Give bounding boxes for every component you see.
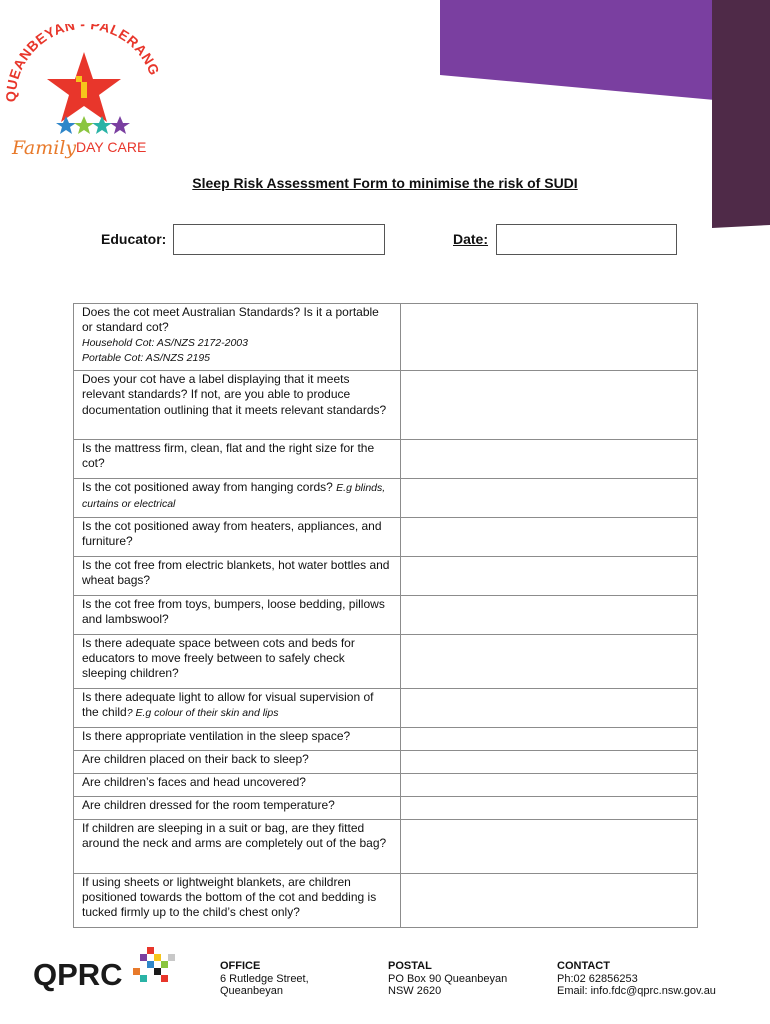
question-text: If children are sleeping in a suit or bag, are they fitted around the neck and arms are completely out of the bag? [82, 820, 387, 851]
answer-cell[interactable] [400, 634, 697, 688]
answer-cell[interactable] [400, 479, 697, 518]
family-day-care-logo [4, 24, 164, 174]
table-row [74, 727, 698, 750]
table-row [74, 304, 698, 371]
table-row [74, 440, 698, 479]
answer-cell[interactable] [400, 819, 697, 873]
office-line1: 6 Rutledge Street, [220, 972, 309, 985]
table-row [74, 556, 698, 595]
question-text: Is there adequate space between cots and beds for educators to move freely between to safely check sleeping children? [82, 635, 355, 681]
table-row [74, 634, 698, 688]
table-row [74, 595, 698, 634]
footer-office [220, 960, 309, 998]
table-row [74, 773, 698, 796]
table-row [74, 479, 698, 518]
answer-cell[interactable] [400, 750, 697, 773]
logo-daycare-text: DAY CARE [76, 139, 147, 155]
question-note: E.g blinds, curtains or electrical [82, 482, 386, 511]
answer-cell[interactable] [400, 517, 697, 556]
postal-heading: POSTAL [388, 960, 432, 972]
table-row [74, 371, 698, 440]
postal-line1: PO Box 90 Queanbeyan [388, 972, 508, 985]
answer-cell[interactable] [400, 595, 697, 634]
answer-cell[interactable] [400, 773, 697, 796]
contact-phone: Ph:02 62856253 [557, 972, 638, 985]
answer-cell[interactable] [400, 440, 697, 479]
question-note: Household Cot: AS/NZS 2172-2003 [82, 336, 248, 349]
question-text: Are children dressed for the room temperature? [82, 797, 335, 812]
postal-line2: NSW 2620 [388, 985, 442, 998]
page-title: Sleep Risk Assessment Form to minimise the risk of SUDI [192, 175, 578, 191]
date-label: Date: [453, 231, 489, 247]
table-row [74, 517, 698, 556]
question-text: Is the cot positioned away from heaters, appliances, and furniture? [82, 518, 382, 549]
answer-cell[interactable] [400, 304, 697, 371]
contact-heading: CONTACT [557, 960, 610, 972]
office-line2: Queanbeyan [220, 985, 283, 998]
logo-family-text: Family [12, 137, 77, 159]
answer-cell[interactable] [400, 371, 697, 440]
question-text: If using sheets or lightweight blankets, are children positioned towards the bottom of the cot and bedding is tucked firmly up to the child’s chest only? [82, 874, 377, 920]
footer-contact [557, 960, 716, 998]
question-note: ? E.g colour of their skin and lips [126, 707, 279, 720]
question-text: Is there appropriate ventilation in the sleep space? [82, 728, 351, 743]
answer-cell[interactable] [400, 727, 697, 750]
table-row [74, 750, 698, 773]
question-text: Is there adequate light to allow for visual supervision of the child [82, 689, 374, 720]
question-text: Is the mattress firm, clean, flat and the right size for the cot? [82, 441, 375, 471]
educator-field[interactable] [173, 224, 385, 255]
answer-cell[interactable] [400, 873, 697, 927]
educator-label: Educator: [101, 231, 167, 247]
table-row [74, 688, 698, 727]
question-text: Is the cot free from electric blankets, hot water bottles and wheat bags? [82, 557, 390, 588]
office-heading: OFFICE [220, 960, 261, 972]
answer-cell[interactable] [400, 796, 697, 819]
question-text: Is the cot free from toys, bumpers, loose bedding, pillows and lambswool? [82, 596, 385, 627]
qprc-logo [33, 945, 183, 995]
table-row [74, 873, 698, 927]
question-text: Does your cot have a label displaying that it meets relevant standards? If not, are you able to produce documentation outlining that it meets relevant standards? [82, 372, 387, 417]
risk-assessment-table [73, 303, 698, 928]
qprc-logo-text: QPRC [33, 957, 123, 992]
date-field[interactable] [496, 224, 677, 255]
question-text: Does the cot meet Australian Standards? Is it a portable or standard cot? [82, 305, 379, 335]
table-row [74, 819, 698, 873]
answer-cell[interactable] [400, 556, 697, 595]
question-text: Are children placed on their back to sleep? [82, 751, 309, 766]
question-text: Are children’s faces and head uncovered? [82, 774, 306, 789]
contact-email: Email: info.fdc@qprc.nsw.gov.au [557, 985, 716, 998]
logo-arc-text: QUEANBEYAN PALERANG [4, 24, 163, 103]
footer-postal [388, 960, 507, 998]
question-note: Portable Cot: AS/NZS 2195 [82, 351, 211, 364]
question-text: Is the cot positioned away from hanging cords? [82, 480, 337, 495]
answer-cell[interactable] [400, 688, 697, 727]
table-row [74, 796, 698, 819]
